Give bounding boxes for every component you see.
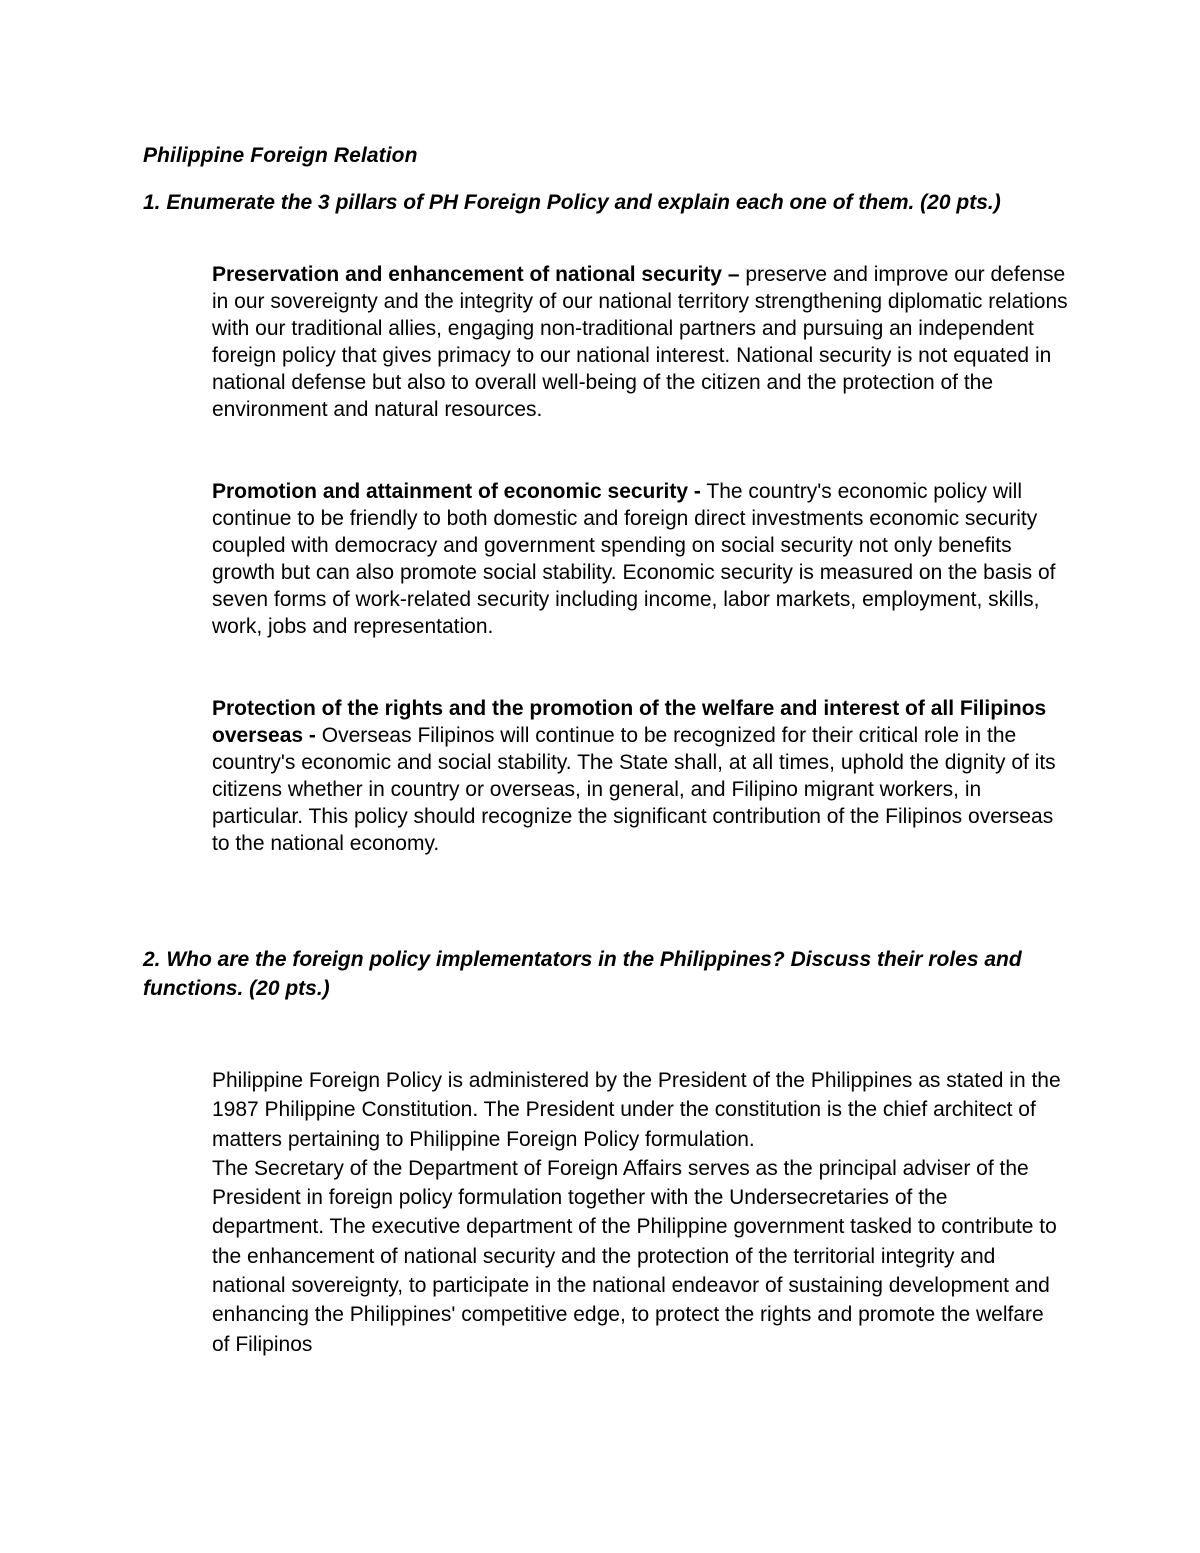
- pillar-1: [212, 261, 1072, 423]
- pillar-2-body: The country's economic policy will continue to be friendly to both domestic and foreign direct investments economic security coupled with democracy and government spending on social security not only benefits growth but can also promote social stability. Economic security is measured on the basis of seven forms of work-related security including income, labor markets, employment, skills, work, jobs and representation.: [212, 480, 1056, 638]
- question-2: 2. Who are the foreign policy implementators in the Philippines? Discuss their roles and functions. (20 pts.): [143, 948, 1022, 1000]
- pillar-3-body: Overseas Filipinos will continue to be recognized for their critical role in the country's economic and social stability. The State shall, at all times, uphold the dignity of its citizens whether in country or overseas, in general, and Filipino migrant workers, in particular. This policy should recognize the significant contribution of the Filipinos overseas to the national economy.: [212, 724, 1056, 855]
- answer-2: [212, 1066, 1062, 1359]
- pillar-1-body: preserve and improve our defense in our sovereignty and the integrity of our national territory strengthening diplomatic relations with our traditional allies, engaging non-traditional partners and pursuing an independent foreign policy that gives primacy to our national interest. National security is not equated in national defense but also to overall well-being of the citizen and the protection of the environment and natural resources.: [212, 263, 1068, 421]
- pillar-3: [212, 695, 1072, 857]
- pillar-2-heading: Promotion and attainment of economic security -: [212, 480, 701, 503]
- pillar-3-heading: Protection of the rights and the promotion of the welfare and interest of all Filipinos overseas -: [212, 697, 1047, 747]
- document-title: Philippine Foreign Relation: [143, 144, 418, 167]
- pillar-2: [212, 478, 1072, 640]
- pillar-1-heading: Preservation and enhancement of national security –: [212, 263, 740, 286]
- question-1: 1. Enumerate the 3 pillars of PH Foreign Policy and explain each one of them. (20 pts.): [143, 191, 1001, 214]
- answer-2-paragraph-1: Philippine Foreign Policy is administered by the President of the Philippines as stated in the 1987 Philippine Constitution. The President under the constitution is the chief architect of matters pertaining to Philippine Foreign Policy formulation.: [212, 1069, 1061, 1151]
- answer-2-paragraph-2: The Secretary of the Department of Foreign Affairs serves as the principal adviser of the President in foreign policy formulation together with the Undersecretaries of the department. The executive department of the Philippine government tasked to contribute to the enhancement of national security and the protection of the territorial integrity and national sovereignty, to participate in the national endeavor of sustaining development and enhancing the Philippines' competitive edge, to protect the rights and promote the welfare of Filipinos: [212, 1156, 1057, 1356]
